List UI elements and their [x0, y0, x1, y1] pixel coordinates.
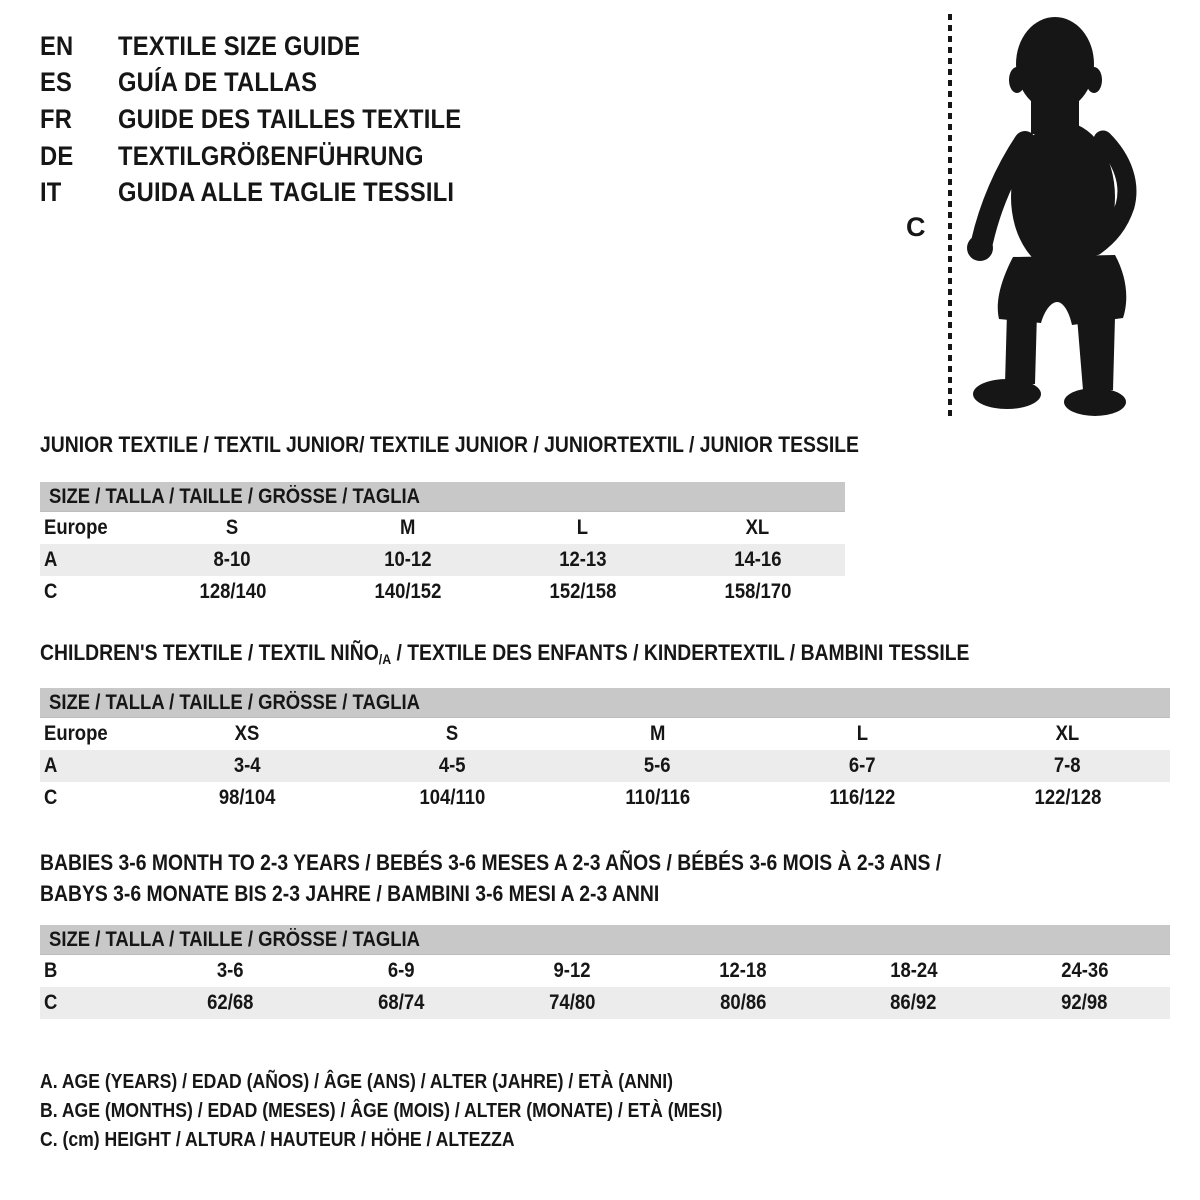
col-header-xl: XL [745, 516, 770, 539]
table-cell: 6-9 [387, 959, 415, 982]
babies-months-row [40, 955, 1170, 987]
table-cell: 18-24 [890, 959, 938, 982]
title-row-fr [40, 101, 508, 138]
table-cell: 3-6 [217, 959, 244, 982]
children-title-sub: /A [378, 651, 392, 667]
children-title-pre: CHILDREN'S TEXTILE / TEXTIL NIÑO [40, 640, 379, 665]
table-cell: 5-6 [644, 754, 671, 777]
junior-size-table [40, 482, 845, 608]
table-cell: 140/152 [374, 580, 441, 603]
row-label-region: Europe [44, 516, 108, 539]
babies-size-table [40, 925, 1170, 1019]
col-header-xs: XS [235, 722, 260, 745]
table-cell: 10-12 [383, 548, 432, 571]
row-label-c: C [44, 580, 58, 603]
junior-age-row [40, 544, 845, 576]
table-cell: 3-4 [234, 754, 261, 777]
guide-title-es: GUÍA DE TALLAS [118, 67, 318, 98]
title-row-en [40, 28, 508, 65]
legend-line-a: A. AGE (YEARS) / EDAD (AÑOS) / ÂGE (ANS) / ALTER (JAHRE) / ETÀ (ANNI) [40, 1071, 673, 1093]
measurement-legend [40, 1068, 816, 1155]
title-row-es [40, 65, 508, 102]
row-label-c: C [44, 786, 58, 809]
babies-title-line2: BABYS 3-6 MONATE BIS 2-3 JAHRE / BAMBINI 3-6 MESI A 2-3 ANNI [40, 881, 660, 906]
guide-title-fr: GUIDE DES TAILLES TEXTILE [118, 103, 462, 134]
col-header-m: M [649, 722, 666, 745]
height-measure-dashed-line [948, 14, 952, 416]
row-label-region: Europe [44, 722, 108, 745]
height-measure-label: C [906, 212, 926, 242]
table-cell: 122/128 [1034, 786, 1101, 809]
size-header-text: SIZE / TALLA / TAILLE / GRÖSSE / TAGLIA [49, 484, 420, 508]
table-cell: 7-8 [1054, 754, 1081, 777]
table-cell: 128/140 [199, 580, 266, 603]
legend-line-c: C. (cm) HEIGHT / ALTURA / HAUTEUR / HÖHE / ALTEZZA [40, 1129, 515, 1151]
children-height-row [40, 782, 1170, 814]
language-code: ES [40, 67, 73, 98]
size-header-bar [40, 482, 845, 512]
table-cell: 110/116 [625, 786, 690, 809]
table-cell: 74/80 [548, 991, 596, 1014]
col-header-s: S [446, 722, 459, 745]
table-cell: 12-13 [558, 548, 607, 571]
table-cell: 98/104 [219, 786, 276, 809]
table-cell: 12-18 [719, 959, 767, 982]
legend-line-b: B. AGE (MONTHS) / EDAD (MESES) / ÂGE (MOIS) / ALTER (MONATE) / ETÀ (MESI) [40, 1100, 723, 1122]
language-code: FR [40, 103, 73, 134]
table-cell: 86/92 [890, 991, 937, 1014]
table-cell: 9-12 [553, 959, 591, 982]
children-size-table [40, 688, 1170, 814]
table-cell: 68/74 [378, 991, 425, 1014]
table-cell: 4-5 [439, 754, 466, 777]
title-row-de [40, 138, 508, 175]
col-header-xl: XL [1055, 722, 1080, 745]
guide-title-it: GUIDA ALLE TAGLIE TESSILI [118, 177, 455, 208]
babies-section-title [40, 847, 1064, 909]
size-header-text: SIZE / TALLA / TAILLE / GRÖSSE / TAGLIA [49, 690, 420, 714]
col-header-l: L [576, 516, 589, 539]
title-row-it [40, 174, 508, 211]
junior-section-title: JUNIOR TEXTILE / TEXTIL JUNIOR/ TEXTILE JUNIOR / JUNIORTEXTIL / JUNIOR TESSILE [40, 432, 859, 457]
children-region-row [40, 718, 1170, 750]
table-cell: 158/170 [724, 580, 791, 603]
junior-height-row [40, 576, 845, 608]
col-header-m: M [399, 516, 416, 539]
size-header-text: SIZE / TALLA / TAILLE / GRÖSSE / TAGLIA [49, 927, 420, 951]
table-cell: 24-36 [1060, 959, 1109, 982]
col-header-l: L [856, 722, 869, 745]
table-cell: 62/68 [207, 991, 254, 1014]
table-cell: 152/158 [549, 580, 616, 603]
table-cell: 92/98 [1061, 991, 1108, 1014]
junior-region-row [40, 512, 845, 544]
table-cell: 6-7 [849, 754, 876, 777]
babies-height-row [40, 987, 1170, 1019]
row-label-a: A [44, 548, 58, 571]
table-cell: 8-10 [214, 548, 251, 571]
language-code: EN [40, 30, 74, 61]
guide-title-en: TEXTILE SIZE GUIDE [118, 30, 361, 61]
table-cell: 14-16 [733, 548, 782, 571]
table-cell: 104/110 [419, 786, 486, 809]
language-code: IT [40, 177, 62, 208]
babies-title-line1: BABIES 3-6 MONTH TO 2-3 YEARS / BEBÉS 3-6 MESES A 2-3 AÑOS / BÉBÉS 3-6 MOIS À 2-3 ANS / [40, 850, 942, 875]
children-title-post: / TEXTILE DES ENFANTS / KINDERTEXTIL / BAMBINI TESSILE [391, 640, 970, 665]
size-header-bar [40, 688, 1170, 718]
row-label-c: C [44, 991, 58, 1014]
row-label-b: B [44, 959, 58, 982]
toddler-silhouette-icon [965, 12, 1140, 417]
size-header-bar [40, 925, 1170, 955]
language-title-block [40, 28, 508, 211]
children-age-row [40, 750, 1170, 782]
table-cell: 116/122 [829, 786, 896, 809]
row-label-a: A [44, 754, 58, 777]
col-header-s: S [226, 516, 239, 539]
children-section-title [40, 640, 1096, 667]
language-code: DE [40, 140, 74, 171]
table-cell: 80/86 [719, 991, 767, 1014]
guide-title-de: TEXTILGRÖßENFÜHRUNG [118, 140, 424, 171]
